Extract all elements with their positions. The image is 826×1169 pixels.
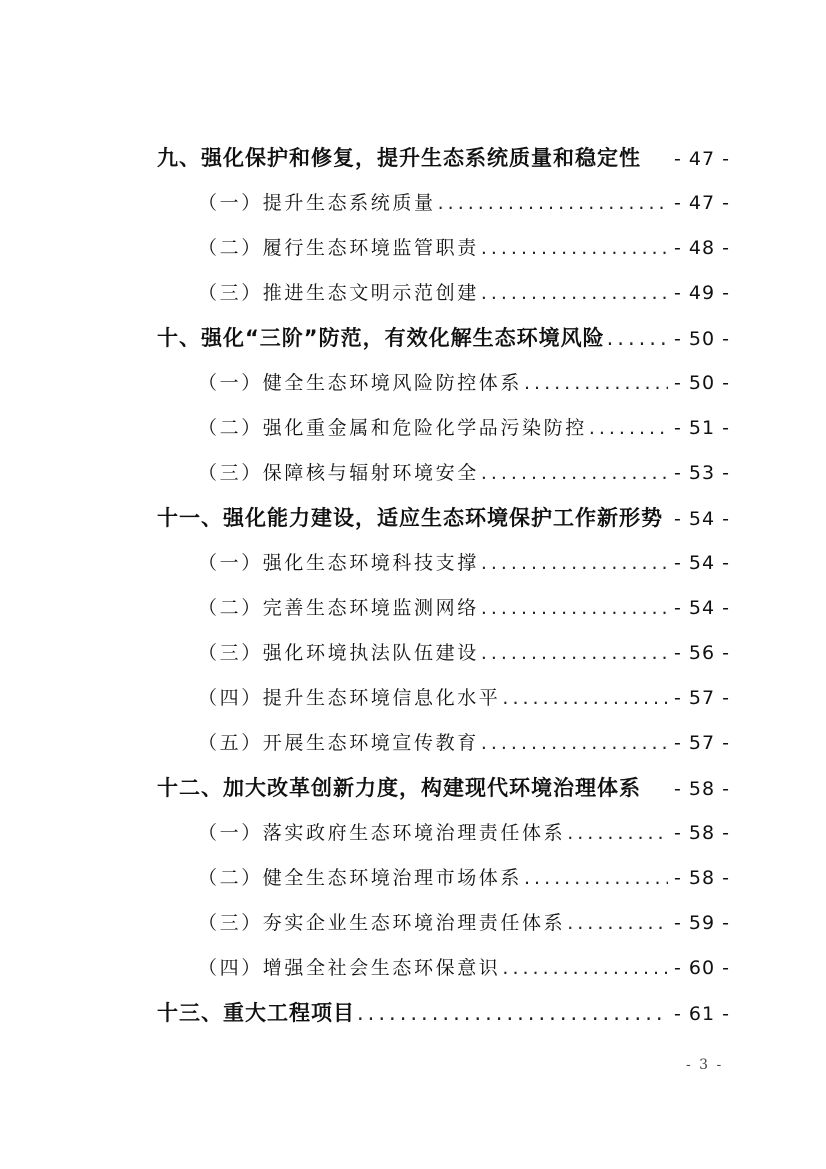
toc-leader: [589, 411, 668, 445]
toc-entry[interactable]: [198, 816, 730, 850]
toc-leader: [524, 366, 668, 400]
toc-leader: [502, 681, 668, 715]
toc-entry-page: - 49 -: [674, 282, 730, 304]
toc-entry-page: - 61 -: [674, 1003, 730, 1025]
toc-entry-page: - 50 -: [674, 328, 730, 350]
toc-entry-page: - 59 -: [674, 912, 730, 934]
toc-entry-page: - 57 -: [674, 732, 730, 754]
toc-leader: [481, 546, 668, 580]
toc-entry-page: - 58 -: [674, 867, 730, 889]
toc-entry-page: - 56 -: [674, 642, 730, 664]
toc-entry-page: - 54 -: [674, 552, 730, 574]
toc-leader: [481, 456, 668, 490]
page-number: - 3 -: [686, 1057, 724, 1073]
toc-entry-title: （五）开展生态环境宣传教育: [198, 732, 479, 754]
toc-entry-title: 九、强化保护和修复，提升生态系统质量和稳定性: [157, 146, 641, 170]
toc-entry-title: （四）提升生态环境信息化水平: [198, 687, 501, 709]
toc-entry-title: （二）强化重金属和危险化学品污染防控: [198, 417, 587, 439]
toc-leader: [357, 996, 668, 1030]
toc-leader: [438, 186, 668, 220]
toc-entry-page: - 60 -: [674, 957, 730, 979]
toc-entry[interactable]: [198, 726, 730, 760]
toc-entry[interactable]: [198, 861, 730, 895]
toc-entry-title: （三）推进生态文明示范创建: [198, 282, 479, 304]
toc-leader: [481, 276, 668, 310]
toc-entry-title: （三）保障核与辐射环境安全: [198, 462, 479, 484]
toc-entry-page: - 58 -: [674, 778, 730, 800]
toc-entry[interactable]: [198, 411, 730, 445]
toc-leader: [481, 591, 668, 625]
toc-entry[interactable]: [198, 906, 730, 940]
toc-entry[interactable]: [198, 456, 730, 490]
toc-entry-title: （一）健全生态环境风险防控体系: [198, 372, 523, 394]
toc-entry-page: - 48 -: [674, 237, 730, 259]
toc-entry[interactable]: [157, 771, 730, 805]
toc-entry-page: - 58 -: [674, 822, 730, 844]
toc-entry[interactable]: [157, 141, 730, 175]
toc-entry[interactable]: [198, 951, 730, 985]
toc-entry[interactable]: [157, 501, 730, 535]
toc-entry-page: - 57 -: [674, 687, 730, 709]
toc-entry-page: - 47 -: [674, 192, 730, 214]
toc-entry-title: （二）履行生态环境监管职责: [198, 237, 479, 259]
toc-entry[interactable]: [198, 591, 730, 625]
toc-entry-title: （三）强化环境执法队伍建设: [198, 642, 479, 664]
toc-entry[interactable]: [157, 996, 730, 1030]
toc-entry-title: （一）强化生态环境科技支撑: [198, 552, 479, 574]
toc-entry-page: - 47 -: [674, 148, 730, 170]
toc-entry[interactable]: [198, 366, 730, 400]
toc-entry-title: （二）健全生态环境治理市场体系: [198, 867, 523, 889]
toc-entry-page: - 51 -: [674, 417, 730, 439]
toc-leader: [481, 231, 668, 265]
toc-entry-page: - 53 -: [674, 462, 730, 484]
toc-entry[interactable]: [198, 276, 730, 310]
toc-entry-title: 十三、重大工程项目: [157, 1001, 355, 1025]
toc-entry[interactable]: [198, 636, 730, 670]
toc-leader: [607, 321, 668, 355]
toc-entry[interactable]: [198, 546, 730, 580]
toc-entry[interactable]: [157, 321, 730, 355]
toc-entry-title: （一）提升生态系统质量: [198, 192, 436, 214]
toc-entry-title: （二）完善生态环境监测网络: [198, 597, 479, 619]
toc-entry[interactable]: [198, 231, 730, 265]
toc-leader: [502, 951, 668, 985]
toc-entry-title: （四）增强全社会生态环保意识: [198, 957, 501, 979]
toc-leader: [524, 861, 668, 895]
toc-entry[interactable]: [198, 681, 730, 715]
toc-entry-title: 十一、强化能力建设，适应生态环境保护工作新形势: [157, 506, 663, 530]
toc-entry-title: （一）落实政府生态环境治理责任体系: [198, 822, 566, 844]
toc-entry-page: - 54 -: [674, 508, 730, 530]
toc-entry-page: - 50 -: [674, 372, 730, 394]
toc-entry[interactable]: [198, 186, 730, 220]
toc-entry-page: - 54 -: [674, 597, 730, 619]
toc-entry-title: （三）夯实企业生态环境治理责任体系: [198, 912, 566, 934]
toc-leader: [481, 636, 668, 670]
toc-leader: [481, 726, 668, 760]
toc-leader: [567, 816, 668, 850]
toc-leader: [567, 906, 668, 940]
toc-entry-title: 十、强化“三阶”防范，有效化解生态环境风险: [157, 326, 605, 350]
toc-entry-title: 十二、加大改革创新力度，构建现代环境治理体系: [157, 776, 641, 800]
